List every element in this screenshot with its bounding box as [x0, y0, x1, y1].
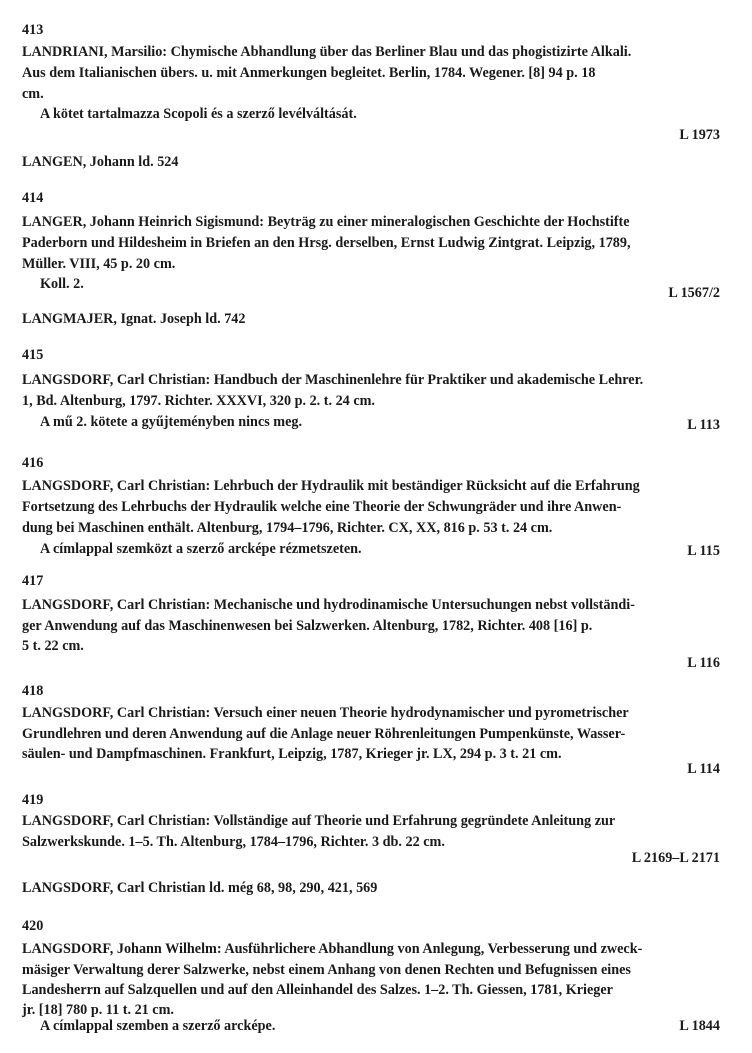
- entry-signature: L 113: [687, 417, 720, 433]
- entry-signature: L 115: [687, 543, 720, 559]
- entry-text-line: Grundlehren und deren Anwendung auf die Anlage neuer Röhrenleitungen Pumpenkünste, Wasser-: [22, 726, 626, 742]
- entry-text-line: LANGER, Johann Heinrich Sigismund: Beyträg zu einer mineralogischen Geschichte der Hochstifte: [22, 214, 630, 230]
- entry-note: Koll. 2.: [40, 276, 84, 292]
- entry-text-line: LANGSDORF, Carl Christian: Mechanische und hydrodinamische Untersuchungen nebst vollständi-: [22, 597, 635, 613]
- entry-text-line: Paderborn und Hildesheim in Briefen an den Hrsg. derselben, Ernst Ludwig Zintgrat. Leipzig, 1789,: [22, 235, 631, 251]
- entry-note: A mű 2. kötete a gyűjteményben nincs meg.: [40, 414, 303, 430]
- entry-text-line: LANGSDORF, Carl Christian: Vollständige auf Theorie und Erfahrung gegründete Anleitung zur: [22, 813, 616, 829]
- entry-signature: L 114: [687, 761, 720, 777]
- entry-text-line: Landesherrn auf Salzquellen und auf den Alleinhandel des Salzes. 1–2. Th. Giessen, 1781, Krieger: [22, 982, 613, 998]
- entry-signature: L 2169–L 2171: [631, 850, 720, 866]
- entry-number: 413: [22, 22, 44, 38]
- cross-reference: LANGSDORF, Carl Christian ld. még 68, 98, 290, 421, 569: [22, 880, 378, 896]
- entry-text-line: LANGSDORF, Carl Christian: Versuch einer neuen Theorie hydrodynamischer und pyrometrischer: [22, 705, 629, 721]
- entry-text-line: Aus dem Italianischen übers. u. mit Anmerkungen begleitet. Berlin, 1784. Wegener. [8] 94 p. 18: [22, 65, 596, 81]
- entry-number: 419: [22, 792, 44, 808]
- cross-reference: LANGEN, Johann ld. 524: [22, 154, 179, 170]
- entry-number: 418: [22, 683, 44, 699]
- entry-text-line: cm.: [22, 86, 44, 102]
- entry-text-line: LANDRIANI, Marsilio: Chymische Abhandlung über das Berliner Blau und das phogistizirte Alkali.: [22, 44, 632, 60]
- entry-signature: L 1567/2: [668, 285, 720, 301]
- entry-text-line: 1, Bd. Altenburg, 1797. Richter. XXXVI, 320 p. 2. t. 24 cm.: [22, 393, 375, 409]
- entry-text-line: LANGSDORF, Carl Christian: Handbuch der Maschinenlehre für Praktiker und akademische Lehrer.: [22, 372, 644, 388]
- entry-text-line: 5 t. 22 cm.: [22, 638, 84, 654]
- entry-text-line: Salzwerkskunde. 1–5. Th. Altenburg, 1784–1796, Richter. 3 db. 22 cm.: [22, 834, 445, 850]
- entry-signature: L 1973: [679, 127, 720, 143]
- entry-note: A címlappal szemben a szerző arcképe.: [40, 1018, 276, 1034]
- entry-number: 416: [22, 455, 44, 471]
- entry-number: 420: [22, 918, 44, 934]
- entry-text-line: LANGSDORF, Carl Christian: Lehrbuch der Hydraulik mit beständiger Rücksicht auf die Erfahrung: [22, 478, 640, 494]
- entry-text-line: dung bei Maschinen enthält. Altenburg, 1794–1796, Richter. CX, XX, 816 p. 53 t. 24 cm.: [22, 520, 553, 536]
- entry-signature: L 116: [687, 655, 720, 671]
- cross-reference: LANGMAJER, Ignat. Joseph ld. 742: [22, 311, 246, 327]
- entry-text-line: ger Anwendung auf das Maschinenwesen bei Salzwerken. Altenburg, 1782, Richter. 408 [16] p.: [22, 618, 593, 634]
- entry-text-line: jr. [18] 780 p. 11 t. 21 cm.: [22, 1002, 174, 1018]
- entry-text-line: mäsiger Verwaltung derer Salzwerke, nebst einem Anhang von denen Rechten und Befugnissen eines: [22, 962, 631, 978]
- entry-number: 414: [22, 190, 44, 206]
- entry-text-line: Müller. VIII, 45 p. 20 cm.: [22, 256, 176, 272]
- entry-signature: L 1844: [679, 1018, 720, 1034]
- entry-text-line: Fortsetzung des Lehrbuchs der Hydraulik welche eine Theorie der Schwungräder und ihre Anwen-: [22, 499, 622, 515]
- entry-note: A kötet tartalmazza Scopoli és a szerző levélváltását.: [40, 106, 357, 122]
- entry-number: 417: [22, 573, 44, 589]
- entry-note: A címlappal szemközt a szerző arcképe rézmetszeten.: [40, 541, 362, 557]
- entry-text-line: säulen- und Dampfmaschinen. Frankfurt, Leipzig, 1787, Krieger jr. LX, 294 p. 3 t. 21 cm.: [22, 746, 562, 762]
- entry-text-line: LANGSDORF, Johann Wilhelm: Ausführlichere Abhandlung von Anlegung, Verbesserung und zweck-: [22, 941, 643, 957]
- entry-number: 415: [22, 347, 44, 363]
